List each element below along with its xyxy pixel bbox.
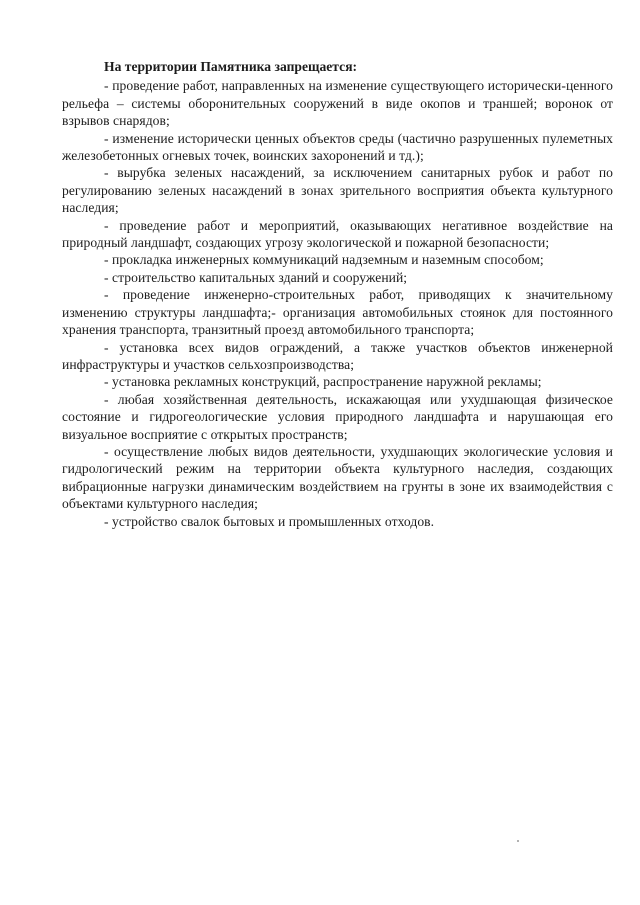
paragraph-engineering-works: - проведение инженерно-строительных работ, приводящих к значительному изменению структуры ландшафта;- организация автомобильных стоянок для постоянного хранения транспорта, транзитный проезд автомобильного транспорта; <box>62 287 613 338</box>
paragraph-construction: - строительство капитальных зданий и сооружений; <box>104 269 408 285</box>
section-heading: На территории Памятника запрещается: <box>104 59 358 74</box>
paragraph-historic-objects: - изменение исторически ценных объектов среды (частично разрушенных пулеметных железобетонных огневых точек, воинских захоронений и тд.); <box>62 130 613 164</box>
paragraph-ecological-activity: - осуществление любых видов деятельности, ухудшающих экологические условия и гидрологический режим на территории объекта культурного наследия, создающих вибрационные нагрузки динамическим воздействием на грунты в зоне их взаимодействия с объектами культурного наследия; <box>62 443 613 512</box>
paragraph-relief: - проведение работ, направленных на изменение существующего исторически-ценного рельефа – системы оборонительных сооружений в виде окопов и траншей; воронок от взрывов снарядов; <box>62 78 613 129</box>
paragraph-economic-activity: - любая хозяйственная деятельность, искажающая или ухудшающая физическое состояние и гидрогеологические условия природного ландшафта и нарушающая его визуальное восприятие с открытых пространств; <box>62 391 613 442</box>
paragraph-waste-dumps: - устройство свалок бытовых и промышленных отходов. <box>104 513 435 529</box>
paragraph-advertising: - установка рекламных конструкций, распространение наружной рекламы; <box>104 374 542 390</box>
paragraph-utilities: - прокладка инженерных коммуникаций надземным и наземным способом; <box>104 252 544 268</box>
scan-speck <box>517 840 519 842</box>
paragraph-negative-impact: - проведение работ и мероприятий, оказывающих негативное воздействие на природный ландшафт, создающих угрозу экологической и пожарной безопасности; <box>62 217 613 251</box>
paragraph-fencing: - установка всех видов ограждений, а также участков объектов инженерной инфраструктуры и участков сельхозпроизводства; <box>62 339 613 372</box>
paragraph-tree-felling: - вырубка зеленых насаждений, за исключением санитарных рубок и работ по регулированию зеленых насаждений в зонах зрительного восприятия объекта культурного наследия; <box>62 165 613 216</box>
